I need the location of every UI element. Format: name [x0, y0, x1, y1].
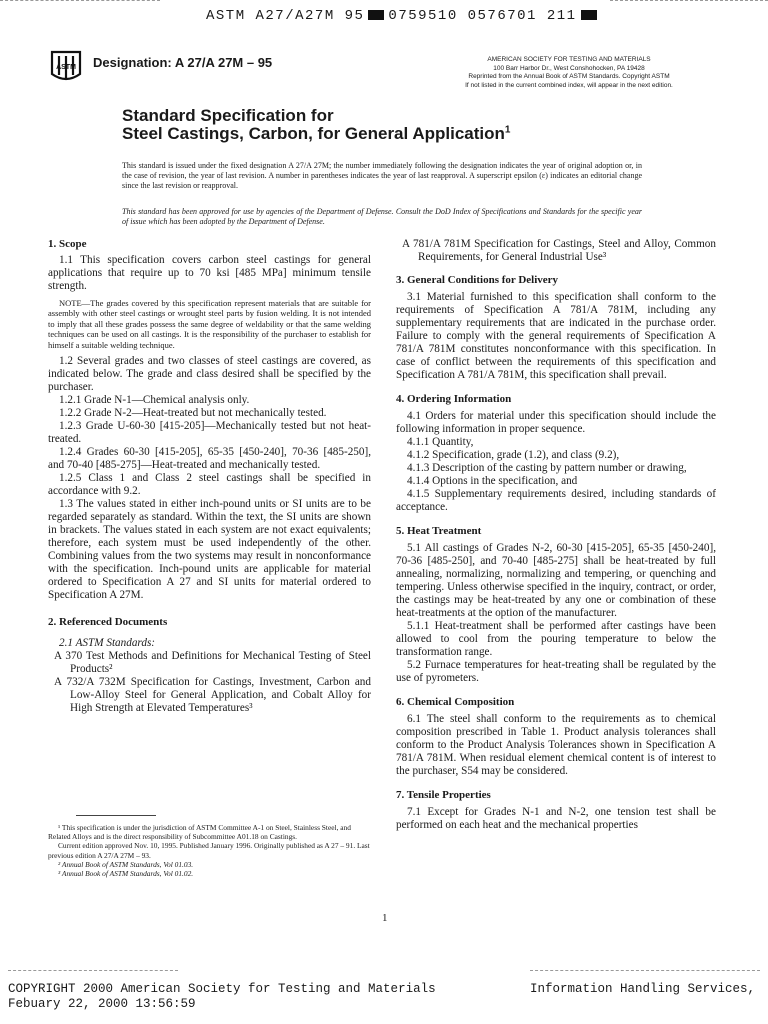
footer-provider: Information Handling Services,	[530, 982, 756, 996]
paragraph-4-1: 4.1 Orders for material under this specification should include the following information in proper sequence.	[396, 410, 716, 435]
paragraph-1-2-2: 1.2.2 Grade N-2—Heat-treated but not mechanically tested.	[59, 407, 327, 420]
paragraph-4-1-3: 4.1.3 Description of the casting by pattern number or drawing,	[407, 462, 687, 474]
black-block-mark	[368, 10, 384, 20]
section-heading-heat-treatment: 5. Heat Treatment	[396, 525, 482, 537]
paragraph-6-1: 6.1 The steel shall conform to the requirements as to chemical composition prescribed in Table 1. Product analysis tolerances shall conform to the Product Analysis Tolerances shown in Specification A 781/A 781M. When residual element chemical content is of interest to the purchaser, S54 may be considered.	[396, 713, 716, 777]
page-number: 1	[382, 912, 388, 924]
footnote-3: ³ Annual Book of ASTM Standards, Vol 01.02.	[58, 869, 194, 879]
footnote-1: ¹ This specification is under the jurisdiction of ASTM Committee A-1 on Steel, Stainless Steel, and Related Alloys and is the direct responsibility of Subcommittee A01.18 on Castings.	[48, 823, 351, 842]
top-left-dashed-rule	[0, 0, 160, 1]
footnote-1-edition: Current edition approved Nov. 10, 1995. Published January 1996. Originally published as A 27 – 91. Last previous edition A 27/A 27M – 93.	[48, 841, 370, 860]
footer-copyright: COPYRIGHT 2000 American Society for Testing and Materials	[8, 982, 436, 996]
astm-logo-text: ASTM	[56, 64, 76, 71]
paragraph-4-1-4: 4.1.4 Options in the specification, and	[407, 475, 578, 487]
paragraph-1-2-4: 1.2.4 Grades 60-30 [415-205], 65-35 [450-240], 70-36 [485-250], and 70-40 [485-275]—Heat-treated and mechanically tested.	[48, 446, 371, 472]
section-heading-referenced-documents: 2. Referenced Documents	[48, 616, 168, 629]
footnote-rule	[76, 815, 156, 816]
paragraph-7-1: 7.1 Except for Grades N-1 and N-2, one tension test shall be performed on each heat and the mechanical properties	[396, 806, 716, 831]
paragraph-4-1-5: 4.1.5 Supplementary requirements desired, including standards of acceptance.	[396, 488, 716, 513]
page-title-line2	[122, 124, 510, 144]
footer-dashed-rule-left	[8, 970, 178, 971]
right-column	[396, 238, 716, 832]
society-name: AMERICAN SOCIETY FOR TESTING AND MATERIALS	[487, 56, 651, 63]
paragraph-1-2-1: 1.2.1 Grade N-1—Chemical analysis only.	[59, 394, 250, 407]
paragraph-5-1: 5.1 All castings of Grades N-2, 60-30 [415-205], 65-35 [450-240], 70-36 [485-250], and 70-40 [485-275] shall be heat-treated by full annealing, normalizing, normalizing and tempering, or quenching and tempering. Unless otherwise specified in the inquiry, contract, or order, the castings may be heat-treated by any one or combination of these heat-treatments at the option of the manufacturer.	[396, 542, 716, 619]
section-heading-delivery: 3. General Conditions for Delivery	[396, 274, 559, 286]
footer-timestamp: Febuary 22, 2000 13:56:59	[8, 997, 196, 1011]
designation: Designation: A 27/A 27M – 95	[93, 55, 273, 70]
society-info	[440, 56, 698, 90]
document-code-prefix: ASTM A27/A27M 95	[206, 8, 365, 24]
section-heading-scope: 1. Scope	[48, 238, 87, 250]
paragraph-5-2: 5.2 Furnace temperatures for heat-treating shall be regulated by the use of pyrometers.	[396, 659, 716, 684]
black-block-mark	[581, 10, 597, 20]
paragraph-4-1-1: 4.1.1 Quantity,	[407, 436, 474, 448]
intro-paragraph	[122, 161, 642, 192]
page-title-main: Steel Castings, Carbon, for General Application	[122, 124, 505, 143]
dod-text: This standard has been approved for use by agencies of the Department of Defense. Consult the DoD Index of Specifications and Standards for the specific year of issue which has been adopted by the Department of Defense.	[122, 207, 642, 227]
footer-dashed-rule-right	[530, 970, 760, 971]
document-code-strip	[206, 8, 601, 24]
paragraph-1-2-3: 1.2.3 Grade U-60-30 [415-205]—Mechanically tested but not heat-treated.	[48, 420, 371, 446]
scope-note: NOTE—The grades covered by this specification represent materials that are suitable for assembly with other steel castings or wrought steel parts by fusion welding. It is not intended to imply that all these grades possess the same degree of weldability or that the same welding techniques can be used on all castings. It is the responsibility of the purchaser to establish for himself a suitable welding technique.	[48, 298, 371, 350]
section-heading-chemical-composition: 6. Chemical Composition	[396, 696, 515, 708]
document-code-suffix: 0759510 0576701 211	[388, 8, 577, 24]
section-heading-ordering: 4. Ordering Information	[396, 393, 512, 405]
paragraph-4-1-2: 4.1.2 Specification, grade (1.2), and class (9.2),	[407, 449, 620, 461]
title-footnote-mark: 1	[504, 124, 511, 136]
footnote-2: ² Annual Book of ASTM Standards, Vol 01.03.	[58, 859, 194, 869]
paragraph-3-1: 3.1 Material furnished to this specification shall conform to the requirements of Specification A 781/A 781M, including any supplementary requirements that are indicated in the purchase order. Failure to comply with the general requirements of Specification A 781/A 781M constitutes nonconformance with this specification. In case of conflict between the requirements of this specification and Specification A 781/A 781M, this specification shall prevail.	[396, 291, 716, 381]
reference-a781: A 781/A 781M Specification for Castings, Steel and Alloy, Common Requirements, for General Industrial Use³	[402, 238, 716, 263]
reference-a732: A 732/A 732M Specification for Castings, Investment, Carbon and Low-Alloy Steel for General Application, and Cobalt Alloy for High Strength at Elevated Temperatures³	[54, 676, 371, 715]
paragraph-1-2-5: 1.2.5 Class 1 and Class 2 steel castings shall be specified in accordance with 9.2.	[48, 472, 371, 498]
paragraph-1-1: 1.1 This specification covers carbon steel castings for general applications that require up to 70 ksi [485 MPa] minimum tensile strength.	[48, 254, 371, 292]
reference-a370: A 370 Test Methods and Definitions for Mechanical Testing of Steel Products²	[54, 650, 371, 676]
paragraph-1-2: 1.2 Several grades and two classes of steel castings are covered, as indicated below. The grade and class desired shall be specified by the purchaser.	[48, 355, 371, 394]
paragraph-5-1-1: 5.1.1 Heat-treatment shall be performed after castings have been allowed to cool from the pouring temperature to below the transformation range.	[396, 620, 716, 658]
page-title-line1: Standard Specification for	[122, 106, 334, 125]
paragraph-2-1: 2.1 ASTM Standards:	[59, 637, 156, 650]
reprint-note: Reprinted from the Annual Book of ASTM Standards. Copyright ASTM	[468, 73, 670, 80]
index-note: If not listed in the current combined index, will appear in the next edition.	[465, 81, 673, 89]
intro-text: This standard is issued under the fixed designation A 27/A 27M; the number immediately following the designation indicates the year of original adoption or, in the case of revision, the year of last revision. A number in parentheses indicates the year of last reapproval. A superscript epsilon (ε) indicates an editorial change since the last revision or reapproval.	[122, 161, 642, 191]
section-heading-tensile-properties: 7. Tensile Properties	[396, 789, 491, 801]
top-right-dashed-rule	[610, 0, 768, 1]
paragraph-1-3: 1.3 The values stated in either inch-pound units or SI units are to be regarded separately as standard. Within the text, the SI units are shown in brackets. The values stated in each system are not exact equivalents; therefore, each system must be used independently of the other. Combining values from the two systems may result in nonconformance with the specification. Inch-pound units are applicable for material ordered to Specification A 27 and SI units for material ordered to Specification A 27M.	[48, 498, 371, 602]
dod-paragraph	[122, 199, 642, 235]
astm-logo	[48, 48, 84, 84]
left-column	[48, 238, 371, 715]
footnotes	[48, 823, 371, 878]
society-address: 100 Barr Harbor Dr., West Conshohocken, PA 19428	[493, 64, 645, 72]
